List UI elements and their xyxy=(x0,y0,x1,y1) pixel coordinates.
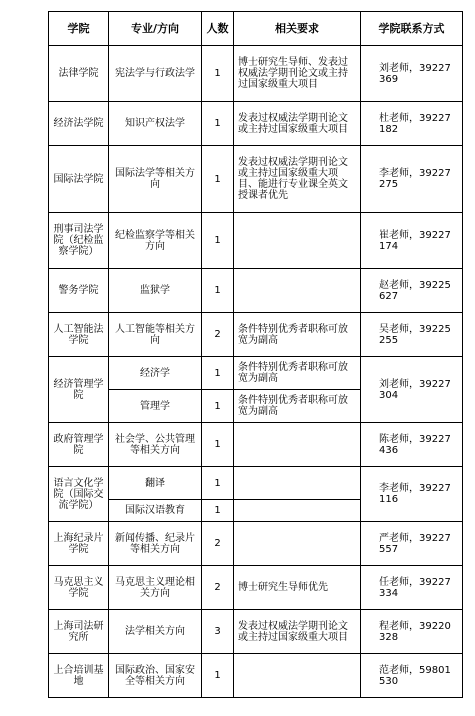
table-row xyxy=(49,102,463,146)
college-cell: 上海司法研究所 xyxy=(49,610,109,654)
table-row xyxy=(49,522,463,566)
table-row xyxy=(49,313,463,357)
major-cell: 管理学 xyxy=(109,390,202,423)
college-cell: 人工智能法学院 xyxy=(49,313,109,357)
requirement-cell xyxy=(234,269,361,313)
contact-cell: 崔老师，39227174 xyxy=(361,213,463,269)
major-cell: 经济学 xyxy=(109,357,202,390)
contact-cell: 范老师，59801530 xyxy=(361,654,463,698)
contact-cell: 刘老师，39227369 xyxy=(361,46,463,102)
table-row xyxy=(49,467,463,500)
count-cell: 1 xyxy=(202,102,234,146)
count-cell: 1 xyxy=(202,390,234,423)
recruitment-table xyxy=(48,11,463,698)
requirement-cell: 发表过权威法学期刊论文或主持过国家级重大项目 xyxy=(234,610,361,654)
header-requirement: 相关要求 xyxy=(234,12,361,46)
major-cell: 国际法学等相关方向 xyxy=(109,146,202,213)
header-count: 人数 xyxy=(202,12,234,46)
count-cell: 1 xyxy=(202,357,234,390)
requirement-cell: 条件特别优秀者职称可放宽为副高 xyxy=(234,357,361,390)
requirement-cell xyxy=(234,467,361,500)
college-cell: 上海纪录片学院 xyxy=(49,522,109,566)
header-major: 专业/方向 xyxy=(109,12,202,46)
contact-cell: 赵老师，39225627 xyxy=(361,269,463,313)
major-cell: 知识产权法学 xyxy=(109,102,202,146)
major-cell: 国际汉语教育 xyxy=(109,500,202,522)
major-cell: 新闻传播、纪录片等相关方向 xyxy=(109,522,202,566)
table-row xyxy=(49,269,463,313)
table-row xyxy=(49,213,463,269)
college-cell: 马克思主义学院 xyxy=(49,566,109,610)
count-cell: 1 xyxy=(202,654,234,698)
header-college: 学院 xyxy=(49,12,109,46)
count-cell: 3 xyxy=(202,610,234,654)
major-cell: 宪法学与行政法学 xyxy=(109,46,202,102)
count-cell: 1 xyxy=(202,423,234,467)
count-cell: 1 xyxy=(202,46,234,102)
table-row xyxy=(49,654,463,698)
requirement-cell: 条件特别优秀者职称可放宽为副高 xyxy=(234,390,361,423)
college-cell: 上合培训基地 xyxy=(49,654,109,698)
college-cell: 语言文化学院（国际交流学院） xyxy=(49,467,109,522)
college-cell: 经济法学院 xyxy=(49,102,109,146)
count-cell: 2 xyxy=(202,566,234,610)
major-cell: 纪检监察学等相关方向 xyxy=(109,213,202,269)
major-cell: 监狱学 xyxy=(109,269,202,313)
count-cell: 2 xyxy=(202,522,234,566)
table-row xyxy=(49,357,463,390)
requirement-cell: 博士研究生导师优先 xyxy=(234,566,361,610)
table-row xyxy=(49,610,463,654)
college-cell: 警务学院 xyxy=(49,269,109,313)
contact-cell: 程老师，39220328 xyxy=(361,610,463,654)
table-header-row xyxy=(49,12,463,46)
requirement-cell xyxy=(234,213,361,269)
count-cell: 1 xyxy=(202,467,234,500)
contact-cell: 李老师，39227116 xyxy=(361,467,463,522)
table-row xyxy=(49,146,463,213)
contact-cell: 吴老师，39225255 xyxy=(361,313,463,357)
table-row xyxy=(49,46,463,102)
requirement-cell: 博士研究生导师、发表过权威法学期刊论文或主持过国家级重大项目 xyxy=(234,46,361,102)
major-cell: 翻译 xyxy=(109,467,202,500)
header-contact: 学院联系方式 xyxy=(361,12,463,46)
contact-cell: 陈老师，39227436 xyxy=(361,423,463,467)
count-cell: 1 xyxy=(202,213,234,269)
count-cell: 1 xyxy=(202,269,234,313)
table-row xyxy=(49,566,463,610)
count-cell: 1 xyxy=(202,500,234,522)
major-cell: 国际政治、国家安全等相关方向 xyxy=(109,654,202,698)
table-row xyxy=(49,423,463,467)
requirement-cell: 发表过权威法学期刊论文或主持过国家级重大项目、能进行专业课全英文授课者优先 xyxy=(234,146,361,213)
college-cell: 法律学院 xyxy=(49,46,109,102)
college-cell: 经济管理学院 xyxy=(49,357,109,423)
requirement-cell: 发表过权威法学期刊论文或主持过国家级重大项目 xyxy=(234,102,361,146)
major-cell: 法学相关方向 xyxy=(109,610,202,654)
requirement-cell: 条件特别优秀者职称可放宽为副高 xyxy=(234,313,361,357)
count-cell: 1 xyxy=(202,146,234,213)
major-cell: 社会学、公共管理等相关方向 xyxy=(109,423,202,467)
contact-cell: 李老师，39227275 xyxy=(361,146,463,213)
major-cell: 人工智能等相关方向 xyxy=(109,313,202,357)
requirement-cell xyxy=(234,500,361,522)
contact-cell: 杜老师，39227182 xyxy=(361,102,463,146)
contact-cell: 刘老师，39227304 xyxy=(361,357,463,423)
count-cell: 2 xyxy=(202,313,234,357)
college-cell: 国际法学院 xyxy=(49,146,109,213)
college-cell: 政府管理学院 xyxy=(49,423,109,467)
requirement-cell xyxy=(234,522,361,566)
requirement-cell xyxy=(234,423,361,467)
college-cell: 刑事司法学院（纪检监察学院） xyxy=(49,213,109,269)
contact-cell: 严老师，39227557 xyxy=(361,522,463,566)
major-cell: 马克思主义理论相关方向 xyxy=(109,566,202,610)
contact-cell: 任老师，39227334 xyxy=(361,566,463,610)
requirement-cell xyxy=(234,654,361,698)
